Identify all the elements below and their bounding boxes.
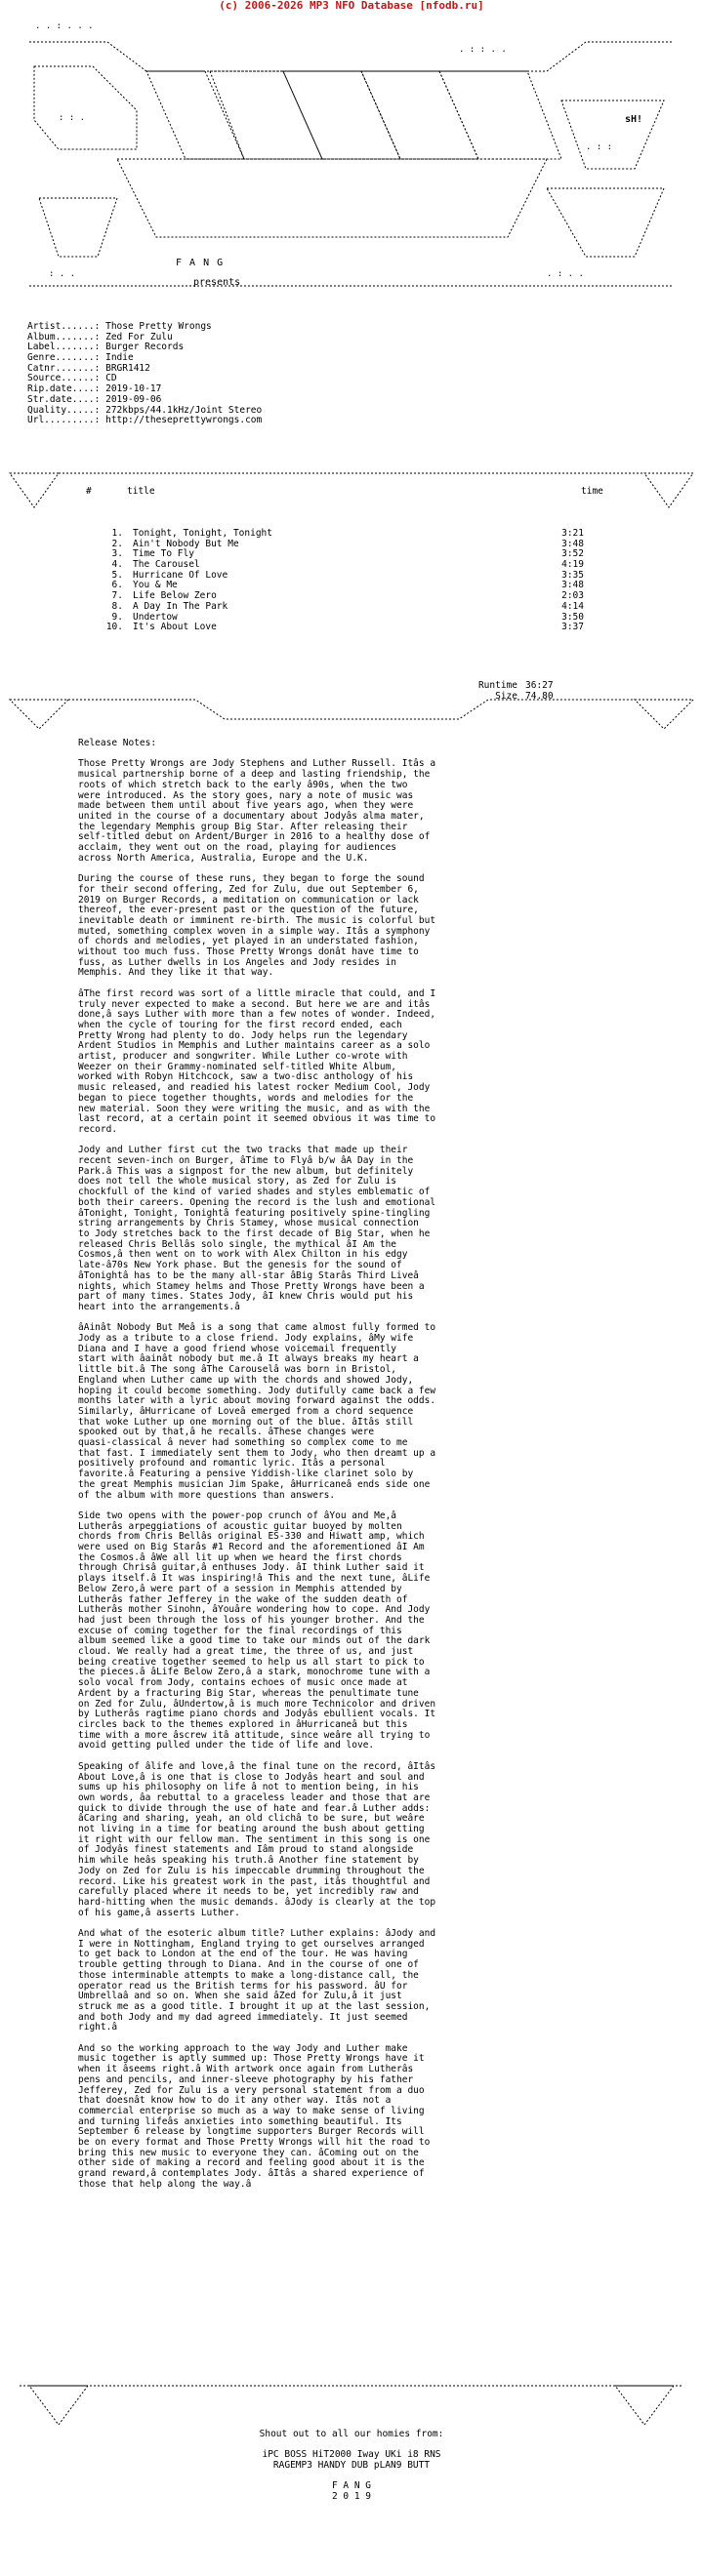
logo-drawing [0,13,703,291]
group-name: F A N G [176,258,225,268]
logo-letter-4 [361,71,478,159]
notes-paragraph: Speaking of âlife and love,â the final tune on the record, âItâs About Love,â is one that is close to Jodyâs heart and soul and sums up his philosophy on life â not to mention being, in his own words, âa rebuttal to a graceless leader and those that are quick to divide through the use of hate and fear.â Luther adds: âCaring and sharing, yeah, an old clichâ to be sure, but weâre not living in a time for beating around the bush about getting it right with our fellow man. The sentiment in this song is one of Jodyâs finest statements and Iâm proud to stand alongside him while heâs speaking his truth.â Another fine statement by Jody on Zed for Zulu is his impeccable drumming throughout the record. Like his greatest work in the past, itâs thoughtful and carefully placed where it needs to be, yet incredibly raw and hard-hitting when the music demands. âJody is clearly at the top of his game,â asserts Luther. [78,1760,436,1918]
nfodb-banner: (c) 2006-2026 MP3 NFO Database [nfodb.ru] [219,0,484,12]
notes-divider-drawing [0,695,703,734]
signature-group: F A N G [331,2480,372,2492]
notes-paragraph: Side two opens with the power-pop crunch of âYou and Me,â Lutherâs arpeggiations of acoustic guitar buoyed by molten chords from Chris Bellâs original ES-330 and Hiwatt amp, which were used on Big Starâs #1 Record and the aforementioned âI Am the Cosmos.â âWe all lit up when we heard the first chords through Chrisâ guitar,â enthuses Jody. âI think Luther said it plays itself.â It was inspiring!â This and the next tune, âLife Below Zero,â were part of a session in Memphis attended by Lutherâs father Jefferey in the wake of the sudden death of Lutherâs mother Sinohn, âYouâre wondering how to cope. And Jody had just been through the loss of his younger brother. And the excuse of coming together for the final recordings of this album seemed like a good time to take our minds out of the dark cloud. We really had a great time, the three of us, and just being creative together seemed to help us all start to pick to the pieces.â âLife Below Zero,â a stark, monochrome tune with a solo vocal from Jody, contains echoes of music once made at Ardent by a fracturing Big Star, whereas the penultimate tune on Zed for Zulu, âUndertow,â is much more Technicolor and driven by Lutherâs ragtime piano chords and Jodyâs ebullient vocals. It circles back to the themes explored in âHurricaneâ but this time with a more âscrew itâ attitude, since weâre all trying to avoid getting pulled under the tide of life and love. [78,1509,436,1751]
size-label: Size [495,690,517,702]
track-row: 7. Life Below Zero 2:03 [111,590,584,602]
logo-letter-3 [283,71,400,159]
col-num-header: # [86,486,92,497]
track-row: 6. You & Me 3:48 [111,580,584,591]
logo-letter-1 [146,71,244,159]
info-source: Source......: CD [27,373,117,384]
art-dots-5: : . . [49,269,76,279]
info-str-date: Str.date....: 2019-09-06 [27,393,162,405]
info-rip-date: Rip.date....: 2019-10-17 [27,383,162,395]
logo-left-wing [34,66,137,149]
col-time-header: time [581,486,603,497]
ascii-logo-art [0,13,703,291]
frame-right-triangle [644,473,693,507]
size-value: 74.80 [525,690,554,702]
logo-base-left [39,198,117,257]
logo-letter-2 [210,71,322,159]
art-dots-4: . : : [586,142,613,152]
notes-paragraph: And what of the esoteric album title? Luther explains: âJody and I were in Nottingham, England trying to get ourselves arranged to get back to London at the end of the tour. He was having trouble getting through to Diana. And in the course of one of those interminable attempts to make a long-distance call, the operator read us the British terms for his password. âU for Umbrellaâ and so on. When she said âZed for Zulu,â it just struck me as a good title. I brought it up at the last session, and both Jody and my dad agreed immediately. It just seemed right.â [78,1928,436,2033]
notes-heading: Release Notes: [78,738,157,748]
release-notes [78,739,625,2200]
footer-divider [0,2381,703,2430]
info-genre: Genre.......: Indie [27,352,134,364]
track-row: 8. A Day In The Park 4:14 [111,600,584,612]
notes-divider [0,695,703,734]
frame-left-triangle [10,473,59,507]
notes-paragraph: âThe first record was sort of a little miracle that could, and I truly never expected to make a second. But here we are and itâs done,â says Luther with more than a few notes of wonder. Indeed, when the cycle of touring for the first record ended, each Pretty Wrong had plenty to do. Jody helps run the legendary Ardent Studios in Memphis and Luther maintains career as a solo artist, producer and songwriter. While Luther co-wrote with Weezer on their Grammy-nominated self-titled White Album, worked with Robyn Hitchcock, saw a two-disc anthology of his music released, and readied his latest rocker Medium Cool, Jody began to piece together thoughts, words and melodies for the new material. Soon they were writing the music, and as with the last record, at a certain point it seemed obvious it was time to record. [78,987,436,1135]
shoutout-line: Shout out to all our homies from: [259,2429,444,2439]
info-artist: Artist......: Those Pretty Wrongs [27,321,212,332]
info-catnr: Catnr.......: BRGR1412 [27,362,150,374]
info-label: Label.......: Burger Records [27,342,185,353]
release-info [27,322,262,426]
track-row: 5. Hurricane Of Love 3:35 [111,569,584,581]
tracklist [76,529,584,633]
art-dots-2: . : : . . [459,45,507,55]
presents-label: presents [193,277,241,288]
info-quality: Quality.....: 272kbps/44.1kHz/Joint Stereo [27,404,263,416]
greets-line-2: RAGEMP3 HANDY DUB pLAN9 BUTT [272,2460,431,2472]
logo-base-mid [117,159,547,237]
track-row: 10. It's About Love 3:37 [105,622,584,633]
signature-year: 2 0 1 9 [331,2491,372,2503]
info-url: Url.........: http://theseprettywrongs.com [27,415,263,426]
notes-paragraph: âAinât Nobody But Meâ is a song that came almost fully formed to Jody as a tribute to a close friend. Jody explains, âMy wife Diana and I have a good friend whose voicemail frequently start with âainât nobody but me.â It always breaks my heart a little bit.â The song âThe Carouselâ was born in Bristol, England when Luther came up with the chords and showed Jody, hoping it could become something. Jody dutifully came back a few months later with a lyric about moving forward against the odds. Similarly, âHurricane of Loveâ emerged from a chord sequence that woke Luther up one morning out of the blue. âItâs still spooked out by that,â he recalls. âThese changes were quasi-classical â never had something so complex come to me that fast. I immediately sent them to Jody, who then dreamt up a positively profound and romantic lyric. Itâs a personal favorite.â Featuring a pensive Yiddish-like clarinet solo by the great Memphis musician Jim Spake, âHurricaneâ ends side one of the album with more questions than answers. [78,1322,436,1501]
info-album: Album.......: Zed For Zulu [27,331,173,342]
notes-paragraph: Those Pretty Wrongs are Jody Stephens and Luther Russell. Itâs a musical partnership borne of a deep and lasting friendship, the roots of which stretch back to the early â90s, when the two were introduced. As the story goes, nary a note of music was made between them until about five years ago, when they were united in the course of a documentary about Jodyâs alma mater, the legendary Memphis group Big Star. After releasing their self-titled debut on Ardent/Burger in 2016 to a healthy dose of acclaim, they went out on the road, playing for audiences across North America, Australia, Europe and the U.K. [78,758,436,864]
runtime-label: Runtime [477,680,517,691]
track-row: 9. Undertow 3:50 [111,611,584,623]
art-dots-6: . : . . [547,269,584,279]
col-title-header: title [127,486,155,497]
track-row: 2. Ain't Nobody But Me 3:48 [111,538,584,549]
footer-divider-drawing [0,2381,703,2430]
logo-top-frame [29,42,674,71]
art-dots-3: : : . [59,113,86,123]
runtime-value: 36:27 [525,680,554,691]
tracklist-header [0,463,703,522]
notes-paragraph: During the course of these runs, they began to forge the sound for their second offering, Zed for Zulu, due out September 6, 2019 on Burger Records, a meditation on communication or lack thereof, the ever-present past or the question of the future, inevitable death or imminent re-birth. The music is colorful but muted, something complex woven in a simple way. Itâs a symphony of chords and melodies, yet played in an understated fashion, without too much fuss. Those Pretty Wrongs donât have time to fuss, as Luther dwells in Los Angeles and Jody resides in Memphis. And they like it that way. [78,873,436,979]
logo-letter-5 [439,71,561,159]
group-short-tag: sH! [625,114,643,125]
logo-base-right [547,188,664,257]
track-row: 4. The Carousel 4:19 [111,559,584,571]
track-row: 1. Tonight, Tonight, Tonight 3:21 [111,528,584,539]
notes-paragraph: And so the working approach to the way Jody and Luther make music together is aptly summed up: Those Pretty Wrongs have it when it âseems right.â With artwork once again from Lutherâs pens and pencils, and inner-sleeve photography by his father Jefferey, Zed for Zulu is a very personal statement from a duo that doesnât know how to do it any other way. Itâs not a commercial enterprise so much as a way to make sense of living and turning lifeâs anxieties into something beautiful. Its September 6 release by longtime supporters Burger Records will be on every format and Those Pretty Wrongs will hit the road to bring this new music to everyone they can. âComing out on the other side of making a record and feeling good about it is the grand reward,â contemplates Jody. âItâs a shared experience of those that help along the way.â [78,2042,431,2190]
footer [0,2430,703,2503]
track-row: 3. Time To Fly 3:52 [111,548,584,560]
notes-paragraph: Jody and Luther first cut the two tracks that made up their recent seven-inch on Burger, âTime to Flyâ b/w âA Day in the Park.â This was a signpost for the new album, but definitely does not tell the whole musical story, as Zed for Zulu is chockfull of the kind of varied shades and styles emblematic of both their careers. Opening the record is the lush and emotional âTonight, Tonight, Tonightâ featuring positively spine-tingling string arrangements by Chris Stamey, whose musical connection to Jody stretches back to the first decade of Big Star, when he released Chris Bellâs solo single, the mythical âI Am the Cosmos,â then went on to work with Alex Chilton in his edgy late-â70s New York phase. But the genesis for the sound of âTonightâ has to be the many all-star âBig Starâs Third Liveâ nights, which Stamey helms and Those Pretty Wrongs have been a part of many times. States Jody, âI knew Chris would put his heart into the arrangements.â [78,1145,436,1312]
greets-line-1: iPC BOSS HiT2000 Iway UKi i8 RNS [262,2449,441,2461]
logo-right-wing [561,101,664,169]
art-dots-1: . . : . . . [35,21,94,31]
